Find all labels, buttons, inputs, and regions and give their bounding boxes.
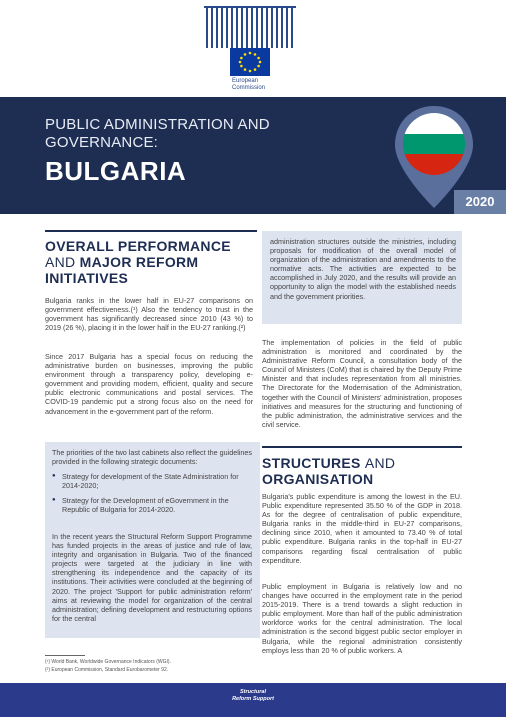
paragraph-policy-coordination: The implementation of policies in the field of public administration is monitored and coordinated by the Administrative Reform Council, a consultation body of the Council of Ministers (CoM) that is chaired by the Deputy Prime Minister and that includes representation from all ministries. The Directorate for the Modernisation of the Administration, together with the Council of Ministers' administration, proposes initiatives and measures for the structuring and functioning of the public administration, the administrative services and the civil service. [262,338,462,429]
banner-subtitle [45,116,270,152]
paragraph-admin-burden: Since 2017 Bulgaria has a special focus on reducing the administrative burden on businesses, improving the public environment through a transparency policy, developing e-government and providing modern, efficient, quality and secure public electronic communications and postal services. The COVID-19 pandemic put a strong focus also on the need for advancement in the e-government part of the reform. [45,352,253,416]
footnote-2: (²) European Commission, Standard Eurobarometer 92. [45,667,169,673]
footnote-divider [45,655,85,656]
paragraph-public-expenditure: Bulgaria's public expenditure is among the lowest in the EU. Public expenditure represented 35.50 % of the GDP in 2018. As for the degree of centralisation of public expenditure, Bulgaria ranks in the middle-third in EU-27 comparisons, declining since 2010, when it amounted to 73.40 % of total public expenditure. Bulgaria ranks in the top-half in EU-27 comparisons regarding fiscal centralisation of public expenditure. [262,492,462,565]
box-paragraph-srsp: In the recent years the Structural Reform Support Programme has funded projects in the areas of justice and rule of law, integrity and organisation in Bulgaria. Two of the financed projects were targeted at the judiciary in line with strengthening its independence and the capacity of its institutions. Their activities were concluded at the beginning of 2020. The project 'Support for public administration reform' aims at reviewing the model for organization of the central administration; defining development and restructuring options for the central [52,532,252,623]
year-badge: 2020 [454,190,506,214]
european-commission-logo [202,6,298,94]
paragraph-effectiveness: Bulgaria ranks in the lower half in EU-27 comparisons on government effectiveness.(¹) Also the tendency to trust in the government has significantly decreased since 2010 (43 %) to 2019 (26 %), placing it in the lower half in the EU-27 ranking.(²) [45,296,253,333]
logo-text: European Commission [232,78,266,91]
country-title: BULGARIA [45,156,187,186]
section-rule-right [262,446,462,448]
list-item: ● Strategy for the Development of eGovernment in the Republic of Bulgaria for 2014-2020. [52,496,252,514]
strategy-list [52,472,252,520]
box-paragraph-continued: administration structures outside the ministries, including proposals for modification of the overall model of organization of the administration and amendments to the normative acts. The activities are expected to be accomplished in July 2020, and the results will provide an opportunity to align the model with the established needs and the government priorities. [270,237,456,301]
section-heading-overall-performance: OVERALL PERFORMANCE AND MAJOR REFORM INITIATIVES [45,238,231,286]
list-item: ● Strategy for development of the State Administration for 2014-2020; [52,472,252,490]
page-header [0,0,506,97]
footnote-1: (¹) World Bank, Worldwide Governance Indicators (WGI). [45,659,171,665]
building-icon [202,6,298,52]
eu-flag-icon [230,48,270,76]
section-heading-structures: STRUCTURES AND ORGANISATION [262,455,396,487]
box-intro: The priorities of the two last cabinets also reflect the guidelines provided in the following strategic documents: [52,448,252,467]
paragraph-public-employment: Public employment in Bulgaria is relatively low and no changes have occurred in the employment rate in the period 2015-2019. There is a trend towards a slight reduction in public employment. More than half of the public administration workforce works for the central administration. The local administration is the second biggest public sector employer in Bulgaria, while the regional administration consistently employs less than 20 % of public workers. A [262,582,462,655]
structural-reform-support-logo: Structural Reform Support [232,689,274,702]
subtitle-line-2: GOVERNANCE: [45,134,159,151]
subtitle-line-1: PUBLIC ADMINISTRATION AND [45,116,270,133]
section-rule-left [45,230,257,232]
